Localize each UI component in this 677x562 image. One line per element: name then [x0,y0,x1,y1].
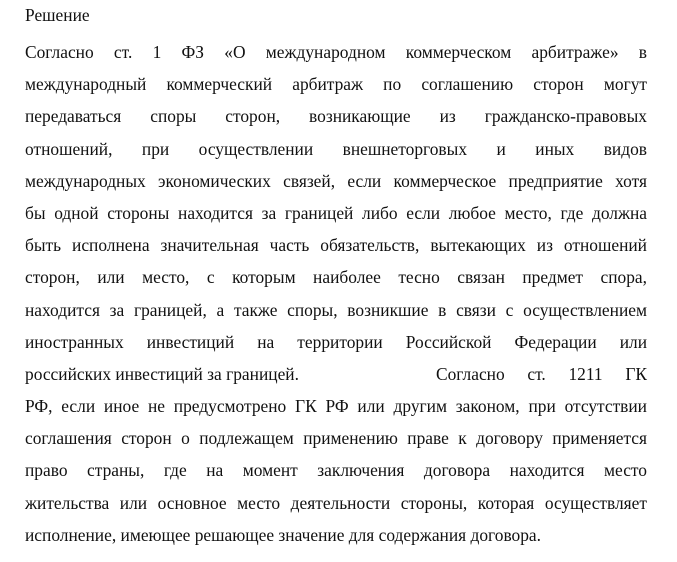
section-heading: Решение [25,5,90,25]
text-line-11 [25,358,647,390]
text-line-9: находится за границей, а также споры, возникшие в связи с осуществлением [25,299,647,320]
text-line-7: быть исполнена значительная часть обязательств, вытекающих из отношений [25,235,647,256]
text-line-11-left: российских инвестиций за границей. [25,363,299,384]
text-line-4: отношений, при осуществлении внешнеторговых и иных видов [25,138,647,159]
text-line-6: бы одной стороны находится за границей либо если любое место, где должна [25,202,647,223]
text-line-10: иностранных инвестиций на территории Российской Федерации или [25,331,647,352]
document-page [25,0,647,551]
paragraph [25,36,647,551]
text-line-15: жительства или основное место деятельности стороны, которая осуществляет [25,492,647,513]
text-line-16: исполнение, имеющее решающее значение для содержания договора. [25,524,541,545]
text-line-13: соглашения сторон о подлежащем применению праве к договору применяется [25,428,647,449]
text-line-5: международных экономических связей, если коммерческое предприятие хотя [25,170,647,191]
text-line-3: передаваться споры сторон, возникающие из гражданско-правовых [25,106,647,127]
text-line-12: РФ, если иное не предусмотрено ГК РФ или другим законом, при отсутствии [25,396,647,417]
text-line-8: сторон, или место, с которым наиболее тесно связан предмет спора, [25,267,647,288]
text-line-1: Согласно ст. 1 ФЗ «О международном коммерческом арбитраже» в [25,42,647,62]
text-line-11-right: Согласно ст. 1211 ГК [436,363,647,384]
text-line-14: право страны, где на момент заключения договора находится место [25,460,647,481]
text-line-2: международный коммерческий арбитраж по соглашению сторон могут [25,74,647,95]
